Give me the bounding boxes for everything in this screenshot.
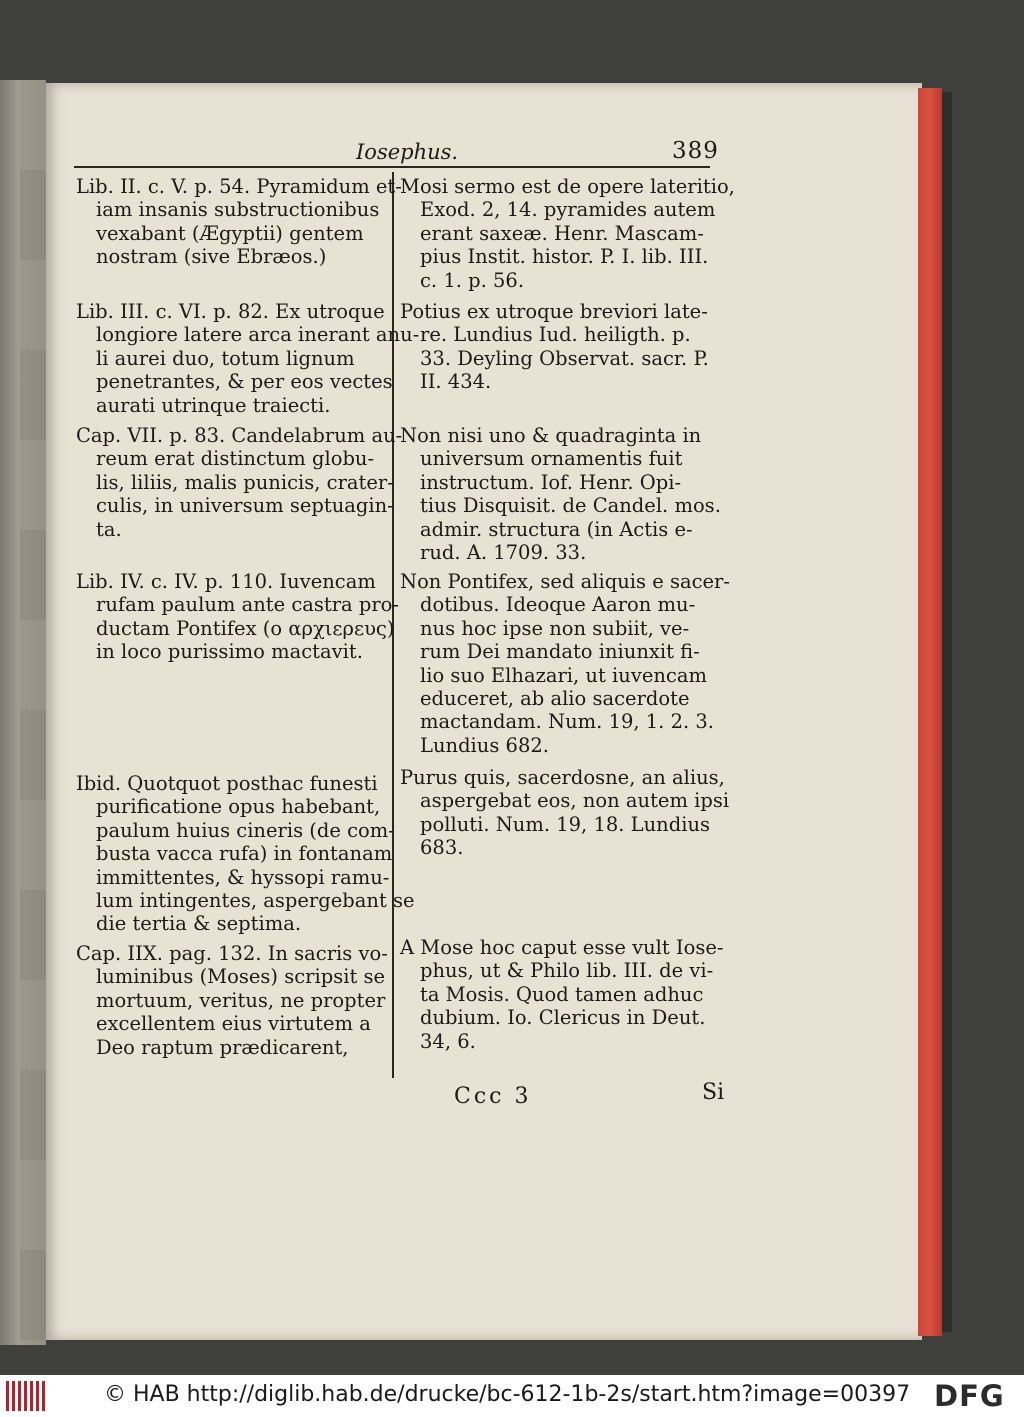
text-line: educeret, ab alio sacerdote xyxy=(420,687,690,711)
text-line: immittentes, & hyssopi ramu- xyxy=(96,865,390,889)
text-line: die tertia & septima. xyxy=(96,912,302,936)
catchword: Si xyxy=(702,1080,725,1105)
text-line: mortuum, veritus, ne propter xyxy=(96,988,386,1012)
text-line: phus, ut & Philo lib. III. de vi- xyxy=(420,959,714,983)
text-line: II. 434. xyxy=(420,370,492,394)
text-line: tius Disquisit. de Candel. mos. xyxy=(420,494,721,518)
page-number: 389 xyxy=(672,138,719,164)
text-line: ductam Pontifex (ο αρχιερευς) xyxy=(96,616,395,640)
text-line: purificatione opus habebant, xyxy=(96,795,381,819)
text-line: Lib. IV. c. IV. p. 110. Iuvencam xyxy=(76,570,376,593)
text-line: rud. A. 1709. 33. xyxy=(420,541,587,565)
text-line: excellentem eius virtutem a xyxy=(96,1012,371,1036)
copyright-link[interactable]: © HAB http://diglib.hab.de/drucke/bc-612-1b-2s/start.htm?image=00397 xyxy=(104,1382,911,1407)
text-line: Lib. III. c. VI. p. 82. Ex utroque xyxy=(76,300,385,323)
text-line: c. 1. p. 56. xyxy=(420,268,525,292)
text-line: Purus quis, sacerdosne, an alius, xyxy=(400,766,725,789)
text-line: mactandam. Num. 19, 1. 2. 3. xyxy=(420,710,714,734)
text-line: rufam paulum ante castra pro- xyxy=(96,593,399,617)
text-line: aurati utrinque traiecti. xyxy=(96,393,331,417)
text-line: pius Instit. histor. P. I. lib. III. xyxy=(420,245,709,269)
text-line: polluti. Num. 19, 18. Lundius xyxy=(420,812,711,836)
text-line: ta. xyxy=(96,517,122,541)
text-line: culis, in universum septuagin- xyxy=(96,494,394,518)
right-entry-4 xyxy=(400,570,730,757)
text-line: A Mose hoc caput esse vult Iose- xyxy=(400,936,724,959)
text-line: instructum. Iof. Henr. Opi- xyxy=(420,470,682,494)
text-line: 33. Deyling Observat. sacr. P. xyxy=(420,346,709,370)
text-line: vexabant (Ægyptii) gentem xyxy=(96,221,364,245)
right-entry-2 xyxy=(400,300,720,394)
barcode-icon xyxy=(6,1381,46,1411)
dfg-logo: DFG xyxy=(934,1379,1005,1413)
text-line: Lib. II. c. V. p. 54. Pyramidum et- xyxy=(76,175,402,198)
text-line: Exod. 2, 14. pyramides autem xyxy=(420,198,716,222)
right-entry-5 xyxy=(400,766,730,860)
text-line: lio suo Elhazari, ut iuvencam xyxy=(420,663,707,687)
right-entry-1 xyxy=(400,175,735,292)
text-line: Cap. VII. p. 83. Candelabrum au- xyxy=(76,424,403,447)
text-line: re. Lundius Iud. heiligth. p. xyxy=(420,323,691,347)
running-head xyxy=(0,140,1024,166)
text-line: busta vacca rufa) in fontanam xyxy=(96,842,393,866)
text-line: Ibid. Quotquot posthac funesti xyxy=(76,772,378,795)
left-entry-4 xyxy=(76,570,399,664)
page-shadow xyxy=(942,92,952,1332)
text-line: nostram (sive Ebræos.) xyxy=(96,245,327,269)
red-page-edge xyxy=(918,88,942,1336)
text-line: Mosi sermo est de opere lateritio, xyxy=(400,175,735,198)
text-line: Deo raptum prædicarent, xyxy=(96,1035,349,1059)
text-line: iam insanis substructionibus xyxy=(96,198,380,222)
left-entry-6 xyxy=(76,942,386,1059)
left-entry-3 xyxy=(76,424,403,541)
left-entry-2 xyxy=(76,300,420,417)
footer-bar xyxy=(0,1375,1024,1417)
left-entry-1 xyxy=(76,175,402,269)
text-line: Cap. IIX. pag. 132. In sacris vo- xyxy=(76,942,388,965)
header-rule xyxy=(74,166,710,168)
signature-mark: Ccc 3 xyxy=(454,1084,532,1109)
left-entry-5 xyxy=(76,772,415,936)
text-line: longiore latere arca inerant anu- xyxy=(96,323,420,347)
text-line: dubium. Io. Clericus in Deut. xyxy=(420,1006,706,1030)
text-line: in loco purissimo mactavit. xyxy=(96,640,363,664)
text-line: dotibus. Ideoque Aaron mu- xyxy=(420,593,696,617)
text-line: universum ornamentis fuit xyxy=(420,447,683,471)
facing-page-text-bleed xyxy=(20,80,46,1345)
text-line: ta Mosis. Quod tamen adhuc xyxy=(420,982,704,1006)
text-line: paulum huius cineris (de com- xyxy=(96,818,395,842)
text-line: erant saxeæ. Henr. Mascam- xyxy=(420,221,704,245)
text-line: li aurei duo, totum lignum xyxy=(96,346,355,370)
running-title: Iosephus. xyxy=(356,140,459,164)
text-line: rum Dei mandato iniunxit fi- xyxy=(420,640,700,664)
text-line: penetrantes, & per eos vectes xyxy=(96,370,393,394)
text-line: reum erat distinctum globu- xyxy=(96,447,375,471)
right-entry-6 xyxy=(400,936,724,1053)
text-line: 683. xyxy=(420,836,464,860)
text-line: aspergebat eos, non autem ipsi xyxy=(420,789,730,813)
text-line: Non Pontifex, sed aliquis e sacer- xyxy=(400,570,730,593)
text-line: nus hoc ipse non subiit, ve- xyxy=(420,616,690,640)
text-line: Lundius 682. xyxy=(420,733,549,757)
text-line: lis, liliis, malis punicis, crater- xyxy=(96,470,394,494)
text-line: admir. structura (in Actis e- xyxy=(420,517,693,541)
text-line: luminibus (Moses) scripsit se xyxy=(96,965,386,989)
text-line: lum intingentes, aspergebant se xyxy=(96,889,415,913)
text-line: 34, 6. xyxy=(420,1029,476,1053)
right-entry-3 xyxy=(400,424,720,564)
text-line: Non nisi uno & quadraginta in xyxy=(400,424,702,447)
text-line: Potius ex utroque breviori late- xyxy=(400,300,708,323)
